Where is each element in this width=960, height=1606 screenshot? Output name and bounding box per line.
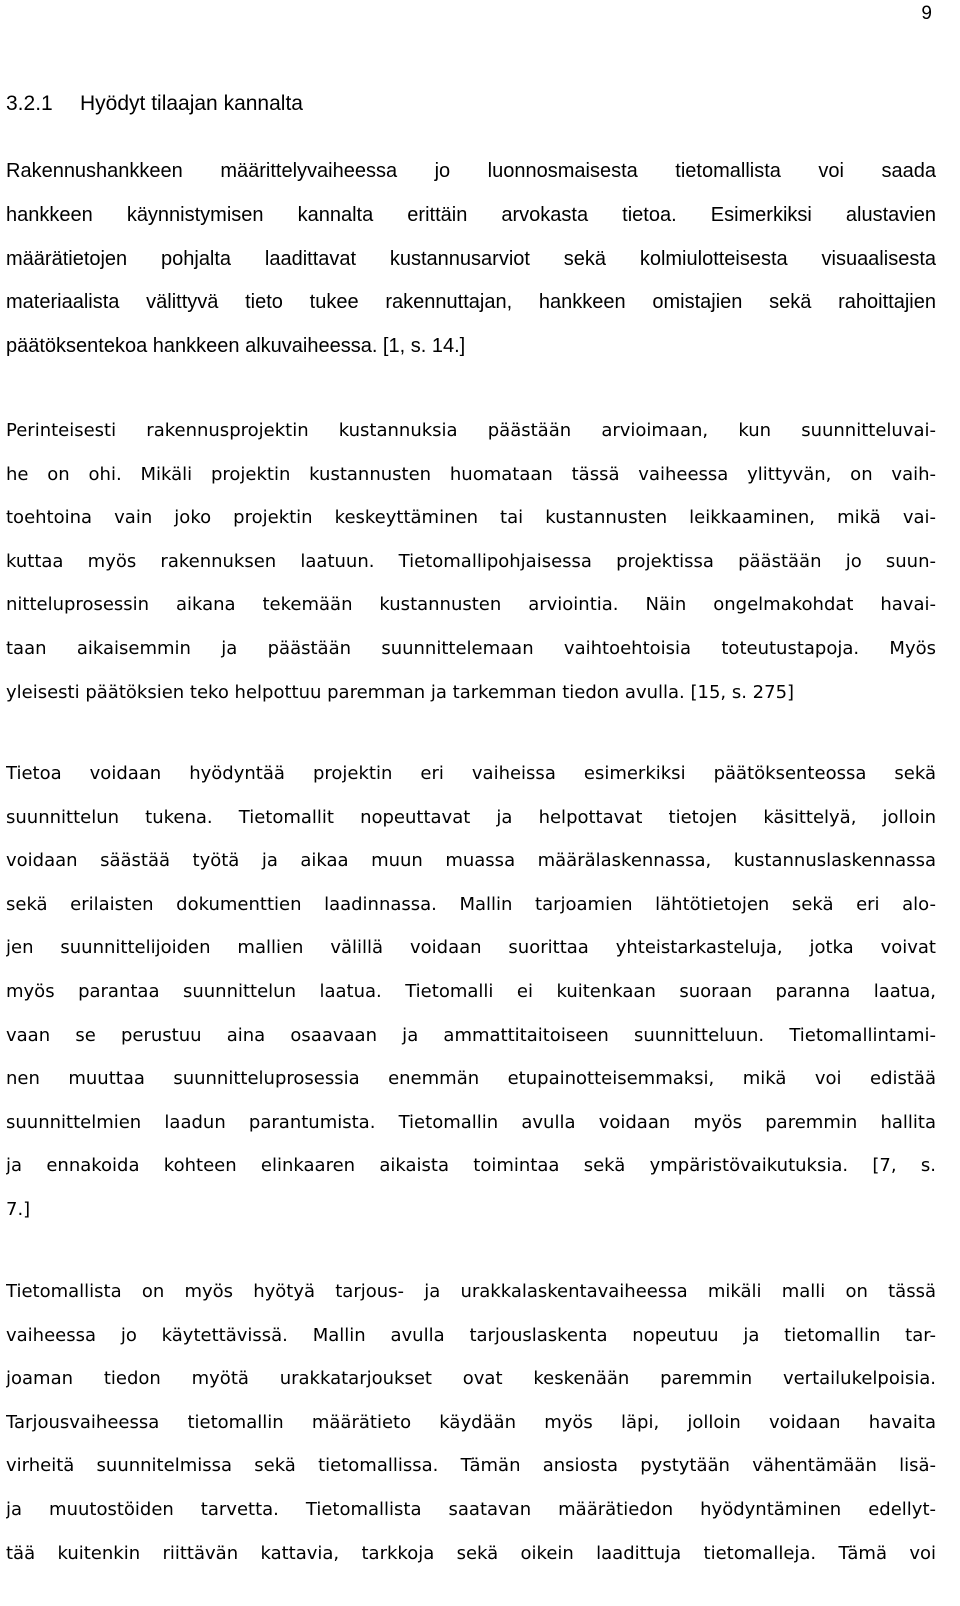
- text-line: määrätietojen pohjalta laadittavat kustannusarviot sekä kolmiulotteisesta visuaalisesta: [6, 247, 936, 270]
- text-line: vaiheessa jo käytettävissä. Mallin avulla tarjouslaskenta nopeutuu ja tietomallin tar-: [6, 1324, 936, 1346]
- page-number: 9: [921, 3, 932, 24]
- text-line: Rakennushankkeen määrittelyvaiheessa jo luonnosmaisesta tietomallista voi saada: [6, 160, 936, 182]
- paragraph-1: [6, 150, 936, 369]
- section-title: Hyödyt tilaajan kannalta: [80, 92, 303, 115]
- text-line: 7.]: [6, 1198, 31, 1220]
- text-line: joaman tiedon myötä urakkatarjoukset ovat keskenään paremmin vertailukelpoisia.: [6, 1368, 936, 1390]
- text-line: suunnittelun tukena. Tietomallit nopeuttavat ja helpottavat tietojen käsittelyä, jolloin: [6, 806, 936, 828]
- text-line: voidaan säästää työtä ja aikaa muun muassa määrälaskennassa, kustannuslaskennassa: [6, 850, 936, 872]
- text-line: Tietomallista on myös hyötyä tarjous- ja urakkalaskentavaiheessa mikäli malli on tässä: [6, 1281, 936, 1302]
- section-heading: [6, 90, 303, 118]
- paragraph-4: [6, 1270, 936, 1575]
- text-line: nen muuttaa suunnitteluprosessia enemmän etupainotteisemmaksi, mikä voi edistää: [6, 1068, 936, 1090]
- text-line: tää kuitenkin riittävän kattavia, tarkkoja sekä oikein laadittuja tietomalleja. Tämä voi: [6, 1542, 936, 1564]
- text-line: virheitä suunnitelmissa sekä tietomallissa. Tämän ansiosta pystytään vähentämään lisä-: [6, 1455, 936, 1477]
- text-line: Perinteisesti rakennusprojektin kustannuksia päästään arvioimaan, kun suunnitteluvai-: [6, 420, 936, 441]
- text-line: he on ohi. Mikäli projektin kustannusten huomataan tässä vaiheessa ylittyvän, on vaih-: [6, 463, 936, 485]
- section-number: 3.2.1: [6, 92, 53, 115]
- paragraph-2: [6, 409, 936, 714]
- text-line: Tarjousvaiheessa tietomallin määrätieto käydään myös läpi, jolloin voidaan havaita: [6, 1411, 936, 1433]
- text-line: hankkeen käynnistymisen kannalta erittäin arvokasta tietoa. Esimerkiksi alustavien: [6, 203, 936, 226]
- text-line: ja muutostöiden tarvetta. Tietomallista saatavan määrätiedon hyödyntäminen edellyt-: [6, 1498, 936, 1520]
- text-line: ja ennakoida kohteen elinkaaren aikaista toimintaa sekä ympäristövaikutuksia. [7, s.: [6, 1155, 936, 1177]
- text-line: myös parantaa suunnittelun laatua. Tietomalli ei kuitenkaan suoraan paranna laatua,: [6, 980, 936, 1002]
- text-line: yleisesti päätöksien teko helpottuu paremman ja tarkemman tiedon avulla. [15, s. 275]: [6, 681, 795, 703]
- text-line: jen suunnittelijoiden mallien välillä voidaan suorittaa yhteistarkasteluja, jotka voivat: [6, 937, 936, 959]
- text-line: vaan se perustuu aina osaavaan ja ammattitaitoiseen suunnitteluun. Tietomallintami-: [6, 1024, 936, 1046]
- text-line: nitteluprosessin aikana tekemään kustannusten arviointia. Näin ongelmakohdat havai-: [6, 594, 936, 616]
- text-line: suunnittelmien laadun parantumista. Tietomallin avulla voidaan myös paremmin hallita: [6, 1111, 936, 1133]
- paragraph-3: [6, 752, 936, 1232]
- text-line: kuttaa myös rakennuksen laatuun. Tietomallipohjaisessa projektissa päästään jo suun-: [6, 550, 936, 572]
- text-line: Tietoa voidaan hyödyntää projektin eri vaiheissa esimerkiksi päätöksenteossa sekä: [6, 763, 936, 784]
- text-line: taan aikaisemmin ja päästään suunnittelemaan vaihtoehtoisia toteutustapoja. Myös: [6, 637, 936, 659]
- text-line: päätöksentekoa hankkeen alkuvaiheessa. [1, s. 14.]: [6, 335, 466, 358]
- text-line: materiaalista välittyvä tieto tukee rakennuttajan, hankkeen omistajien sekä rahoittajien: [6, 291, 936, 314]
- text-line: sekä erilaisten dokumenttien laadinnassa. Mallin tarjoamien lähtötietojen sekä eri alo-: [6, 893, 936, 915]
- text-line: toehtoina vain joko projektin keskeyttäminen tai kustannusten leikkaaminen, mikä vai-: [6, 507, 936, 529]
